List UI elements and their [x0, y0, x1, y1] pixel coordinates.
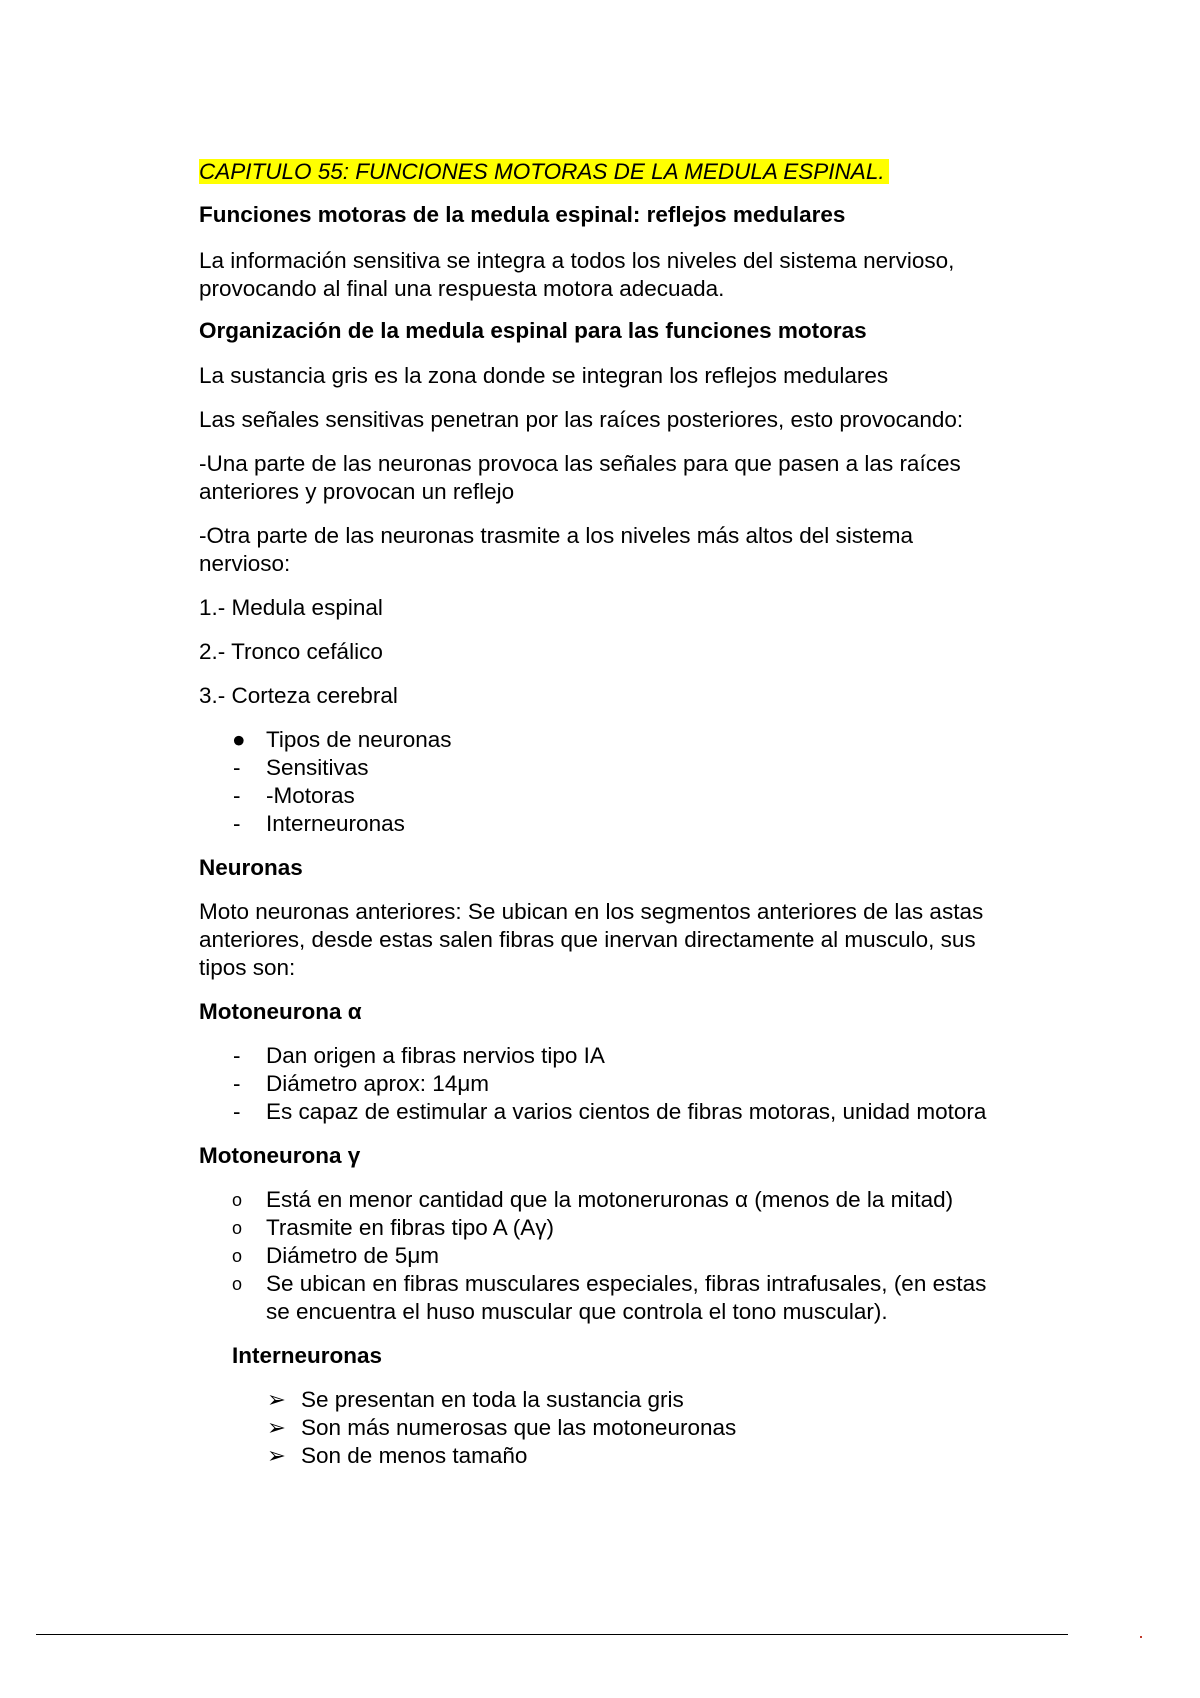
dash-bullet-icon: -: [233, 1043, 241, 1068]
paragraph-line: provocando al final una respuesta motora adecuada.: [199, 276, 725, 301]
hollow-bullet-icon: o: [232, 1218, 243, 1238]
list-item: Sensitivas: [266, 755, 369, 780]
paragraph-line: -Una parte de las neuronas provoca las señales para que pasen a las raíces: [199, 451, 961, 476]
paragraph-line: -Otra parte de las neuronas trasmite a los niveles más altos del sistema: [199, 523, 914, 548]
list-item: Trasmite en fibras tipo A (Aγ): [266, 1215, 555, 1240]
paragraph-line: nervioso:: [199, 551, 291, 576]
dash-bullet-icon: -: [233, 755, 241, 780]
level-item: 2.- Tronco cefálico: [199, 639, 383, 664]
paragraph-line: anteriores y provocan un reflejo: [199, 479, 515, 504]
list-item-continuation: se encuentra el huso muscular que controla el tono muscular).: [266, 1299, 888, 1324]
heading-motoneurona-alpha: Motoneurona α: [199, 999, 362, 1024]
level-item: 3.- Corteza cerebral: [199, 683, 398, 708]
dash-bullet-icon: -: [233, 811, 241, 836]
footer-divider: [36, 1634, 1068, 1635]
paragraph-line: anteriores, desde estas salen fibras que inervan directamente al musculo, sus: [199, 927, 976, 952]
arrow-bullet-icon: ➢: [267, 1387, 286, 1412]
arrow-bullet-icon: ➢: [267, 1415, 286, 1440]
dash-bullet-icon: -: [233, 783, 241, 808]
paragraph-line: tipos son:: [199, 955, 296, 980]
list-item: Se presentan en toda la sustancia gris: [301, 1387, 684, 1412]
dash-bullet-icon: -: [233, 1099, 241, 1124]
list-item: Dan origen a fibras nervios tipo IA: [266, 1043, 605, 1068]
paragraph-line: La información sensitiva se integra a todos los niveles del sistema nervioso,: [199, 248, 955, 273]
list-item: Está en menor cantidad que la motoneruronas α (menos de la mitad): [266, 1187, 954, 1212]
heading-interneuronas: Interneuronas: [232, 1343, 383, 1368]
list-item: Es capaz de estimular a varios cientos de fibras motoras, unidad motora: [266, 1099, 987, 1124]
list-item: Son de menos tamaño: [301, 1443, 528, 1468]
dash-bullet-icon: -: [233, 1071, 241, 1096]
hollow-bullet-icon: o: [232, 1190, 243, 1210]
level-item: 1.- Medula espinal: [199, 595, 383, 620]
list-item: Diámetro de 5μm: [266, 1243, 440, 1268]
list-item: Se ubican en fibras musculares especiales, fibras intrafusales, (en estas: [266, 1271, 987, 1296]
heading-organizacion: Organización de la medula espinal para las funciones motoras: [199, 318, 867, 343]
list-item: Interneuronas: [266, 811, 405, 836]
footer-dot: [1140, 1636, 1142, 1638]
list-item: Diámetro aprox: 14μm: [266, 1071, 490, 1096]
hollow-bullet-icon: o: [232, 1274, 243, 1294]
paragraph-line: Las señales sensitivas penetran por las raíces posteriores, esto provocando:: [199, 407, 964, 432]
chapter-title: CAPITULO 55: FUNCIONES MOTORAS DE LA MEDULA ESPINAL.: [199, 158, 889, 186]
heading-funciones-motoras: Funciones motoras de la medula espinal: reflejos medulares: [199, 202, 846, 227]
list-item: Son más numerosas que las motoneuronas: [301, 1415, 737, 1440]
list-item: Tipos de neuronas: [266, 727, 452, 752]
list-item: -Motoras: [266, 783, 355, 808]
hollow-bullet-icon: o: [232, 1246, 243, 1266]
paragraph-line: La sustancia gris es la zona donde se integran los reflejos medulares: [199, 363, 889, 388]
paragraph-line: Moto neuronas anteriores: Se ubican en los segmentos anteriores de las astas: [199, 899, 984, 924]
filled-bullet-icon: ●: [232, 727, 246, 752]
heading-motoneurona-gamma: Motoneurona γ: [199, 1143, 361, 1168]
arrow-bullet-icon: ➢: [267, 1443, 286, 1468]
heading-neuronas: Neuronas: [199, 855, 303, 880]
